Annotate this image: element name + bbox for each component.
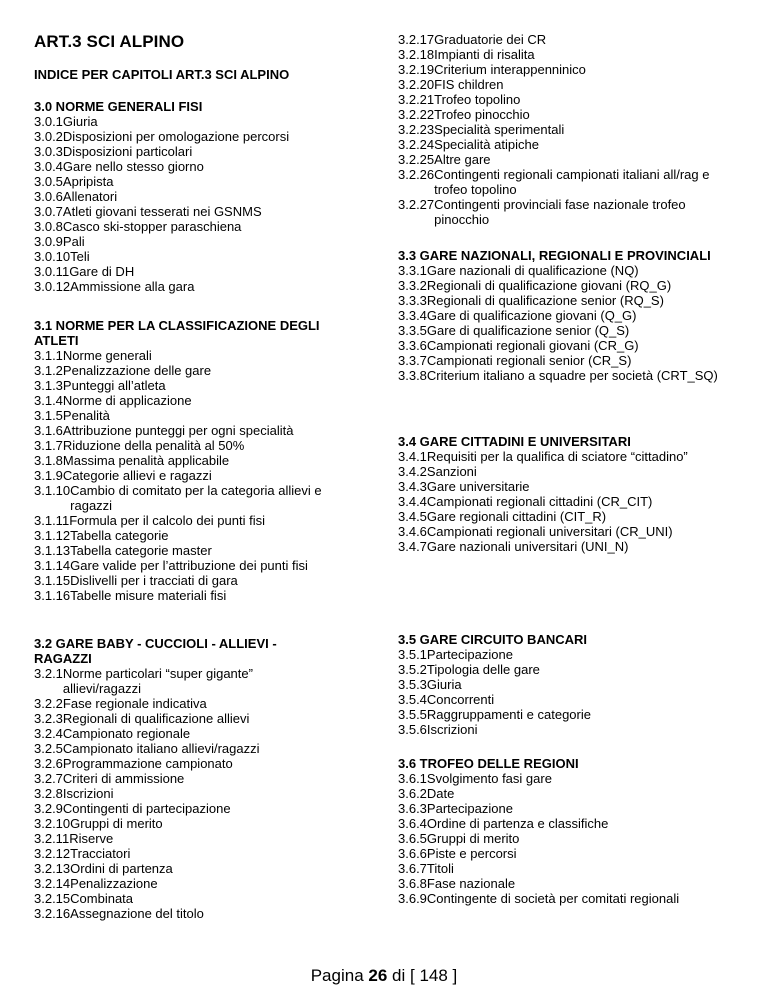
toc-entry-number: 3.2.27 bbox=[398, 197, 435, 212]
toc-entry-text: FIS children bbox=[434, 77, 504, 92]
toc-entry bbox=[34, 558, 334, 573]
toc-entry-number: 3.4.5 bbox=[398, 509, 427, 524]
toc-entry-text: Giuria bbox=[62, 114, 98, 129]
toc-entry bbox=[398, 62, 738, 77]
toc-entry-text: Penalizzazione delle gare bbox=[62, 363, 212, 378]
toc-entry-text: Norme generali bbox=[62, 348, 152, 363]
section-3-5 bbox=[398, 632, 738, 737]
toc-entry-text: Contingenti di partecipazione bbox=[62, 801, 231, 816]
toc-entry-text: Campionato italiano allievi/ragazzi bbox=[62, 741, 260, 756]
toc-entry-number: 3.3.2 bbox=[398, 278, 427, 293]
toc-entry bbox=[398, 801, 738, 816]
toc-entry-text: Specialità sperimentali bbox=[434, 122, 565, 137]
toc-entry-number: 3.0.3 bbox=[34, 144, 63, 159]
section-3-2-continued bbox=[398, 32, 738, 227]
toc-entry-text: Combinata bbox=[70, 891, 134, 906]
toc-entry-number: 3.2.10 bbox=[34, 816, 71, 831]
of-label: di bbox=[392, 966, 406, 985]
toc-entry-number: 3.1.12 bbox=[34, 528, 71, 543]
toc-entry bbox=[398, 122, 738, 137]
toc-entry-number: 3.5.4 bbox=[398, 692, 427, 707]
toc-entry bbox=[398, 861, 738, 876]
section-heading: 3.0 NORME GENERALI FISI bbox=[34, 99, 203, 114]
toc-entry-text: Norme particolari “super gigante” allievi/ragazzi bbox=[62, 666, 253, 696]
toc-entry-number: 3.4.1 bbox=[398, 449, 427, 464]
toc-entry-number: 3.2.19 bbox=[398, 62, 435, 77]
toc-entry bbox=[34, 726, 334, 741]
toc-entry-text: Disposizioni particolari bbox=[62, 144, 193, 159]
toc-entry-number: 3.1.8 bbox=[34, 453, 63, 468]
toc-entry bbox=[398, 831, 738, 846]
toc-entry bbox=[34, 528, 334, 543]
toc-entry bbox=[34, 573, 334, 588]
toc-entry-number: 3.2.16 bbox=[34, 906, 71, 921]
section-entries bbox=[398, 263, 738, 383]
toc-entry bbox=[398, 647, 738, 662]
section-3-3 bbox=[398, 248, 738, 383]
toc-entry bbox=[34, 711, 334, 726]
toc-entry bbox=[398, 47, 738, 62]
toc-entry-number: 3.0.11 bbox=[34, 264, 70, 279]
toc-entry-number: 3.2.23 bbox=[398, 122, 435, 137]
toc-entry bbox=[398, 77, 738, 92]
toc-entry-number: 3.1.7 bbox=[34, 438, 63, 453]
toc-entry bbox=[34, 453, 334, 468]
toc-entry-number: 3.2.3 bbox=[34, 711, 63, 726]
toc-entry-number: 3.2.9 bbox=[34, 801, 63, 816]
toc-entry-number: 3.0.6 bbox=[34, 189, 63, 204]
toc-entry-text: Regionali di qualificazione giovani (RQ_G) bbox=[426, 278, 672, 293]
toc-entry-text: Ordine di partenza e classifiche bbox=[426, 816, 609, 831]
toc-entry-number: 3.0.12 bbox=[34, 279, 71, 294]
toc-entry-text: Giuria bbox=[426, 677, 462, 692]
toc-entry bbox=[398, 539, 738, 554]
toc-entry-text: Ordini di partenza bbox=[70, 861, 173, 876]
section-entries bbox=[398, 32, 738, 227]
toc-entry bbox=[34, 696, 334, 711]
toc-entry bbox=[34, 234, 334, 249]
toc-entry-text: Regionali di qualificazione allievi bbox=[62, 711, 250, 726]
toc-entry bbox=[34, 129, 334, 144]
toc-entry bbox=[34, 861, 334, 876]
toc-entry-number: 3.0.1 bbox=[34, 114, 63, 129]
toc-entry-number: 3.1.5 bbox=[34, 408, 63, 423]
toc-entry bbox=[34, 219, 334, 234]
toc-entry bbox=[398, 707, 738, 722]
toc-entry-text: Gare nazionali di qualificazione (NQ) bbox=[426, 263, 639, 278]
toc-entry-number: 3.6.2 bbox=[398, 786, 427, 801]
section-heading: 3.1 NORME PER LA CLASSIFICAZIONE DEGLI ATLETI bbox=[34, 318, 320, 348]
toc-entry bbox=[398, 494, 738, 509]
toc-entry-text: Norme di applicazione bbox=[62, 393, 192, 408]
toc-entry-number: 3.3.3 bbox=[398, 293, 427, 308]
toc-entry-number: 3.5.6 bbox=[398, 722, 427, 737]
toc-entry bbox=[398, 771, 738, 786]
toc-entry bbox=[34, 189, 334, 204]
toc-entry-number: 3.2.24 bbox=[398, 137, 435, 152]
toc-entry-number: 3.4.6 bbox=[398, 524, 427, 539]
toc-entry-number: 3.2.20 bbox=[398, 77, 435, 92]
toc-entry-text: Assegnazione del titolo bbox=[70, 906, 204, 921]
toc-entry-text: Tabella categorie master bbox=[70, 543, 212, 558]
toc-entry-number: 3.5.2 bbox=[398, 662, 427, 677]
toc-entry bbox=[398, 137, 738, 152]
toc-entry-text: Criterium interappenninico bbox=[434, 62, 586, 77]
section-heading: 3.6 TROFEO DELLE REGIONI bbox=[398, 756, 579, 771]
toc-entry-text: Piste e percorsi bbox=[426, 846, 517, 861]
section-entries bbox=[398, 449, 738, 554]
toc-entry-text: Fase regionale indicativa bbox=[62, 696, 207, 711]
toc-entry-text: Gare regionali cittadini (CIT_R) bbox=[426, 509, 607, 524]
page-number: 26 bbox=[368, 966, 388, 985]
toc-entry-text: Iscrizioni bbox=[426, 722, 478, 737]
toc-entry-text: Partecipazione bbox=[426, 647, 513, 662]
section-heading: 3.5 GARE CIRCUITO BANCARI bbox=[398, 632, 588, 647]
toc-entry-number: 3.5.1 bbox=[398, 647, 427, 662]
toc-entry bbox=[34, 588, 334, 603]
toc-entry bbox=[34, 408, 334, 423]
toc-entry-number: 3.3.4 bbox=[398, 308, 427, 323]
toc-entry-number: 3.2.22 bbox=[398, 107, 435, 122]
toc-entry-text: Teli bbox=[70, 249, 90, 264]
section-heading: 3.4 GARE CITTADINI E UNIVERSITARI bbox=[398, 434, 631, 449]
toc-entry-number: 3.3.5 bbox=[398, 323, 427, 338]
toc-entry bbox=[34, 741, 334, 756]
section-3-0 bbox=[34, 99, 334, 294]
toc-entry-text: Fase nazionale bbox=[426, 876, 516, 891]
toc-entry-number: 3.1.13 bbox=[34, 543, 71, 558]
toc-entry bbox=[398, 449, 738, 464]
toc-entry-text: Campionati regionali senior (CR_S) bbox=[426, 353, 632, 368]
toc-entry bbox=[398, 846, 738, 861]
toc-entry bbox=[398, 338, 738, 353]
toc-entry-text: Date bbox=[426, 786, 455, 801]
toc-entry-text: Contingenti regionali campionati italiani all/rag e trofeo topolino bbox=[434, 167, 710, 197]
toc-entry-number: 3.5.5 bbox=[398, 707, 427, 722]
toc-entry bbox=[34, 249, 334, 264]
toc-entry-number: 3.6.7 bbox=[398, 861, 427, 876]
toc-entry-text: Criteri di ammissione bbox=[62, 771, 185, 786]
toc-entry bbox=[398, 278, 738, 293]
toc-entry-number: 3.2.7 bbox=[34, 771, 63, 786]
toc-entry-number: 3.2.21 bbox=[398, 92, 435, 107]
toc-entry-text: Gare di qualificazione giovani (Q_G) bbox=[426, 308, 637, 323]
toc-entry-number: 3.2.2 bbox=[34, 696, 63, 711]
toc-entry bbox=[398, 32, 738, 47]
toc-entry bbox=[34, 204, 334, 219]
toc-entry-text: Concorrenti bbox=[426, 692, 495, 707]
toc-entry-text: Specialità atipiche bbox=[434, 137, 539, 152]
toc-entry-number: 3.6.4 bbox=[398, 816, 427, 831]
toc-entry-number: 3.1.9 bbox=[34, 468, 63, 483]
toc-entry bbox=[34, 174, 334, 189]
section-entries bbox=[34, 114, 334, 294]
toc-entry-text: Trofeo topolino bbox=[434, 92, 521, 107]
toc-entry-text: Requisiti per la qualifica di sciatore “cittadino” bbox=[426, 449, 688, 464]
toc-entry-text: Contingenti provinciali fase nazionale trofeo pinocchio bbox=[434, 197, 686, 227]
toc-entry-text: Punteggi all’atleta bbox=[62, 378, 166, 393]
toc-entry-number: 3.4.7 bbox=[398, 539, 427, 554]
toc-entry-number: 3.0.8 bbox=[34, 219, 63, 234]
toc-entry bbox=[34, 846, 334, 861]
toc-entry-number: 3.3.1 bbox=[398, 263, 427, 278]
toc-entry-text: Penalizzazione bbox=[70, 876, 158, 891]
toc-entry-text: Campionati regionali giovani (CR_G) bbox=[426, 338, 639, 353]
toc-entry bbox=[34, 876, 334, 891]
section-3-2 bbox=[34, 636, 334, 921]
toc-entry bbox=[398, 662, 738, 677]
toc-entry bbox=[398, 524, 738, 539]
toc-entry bbox=[34, 378, 334, 393]
toc-entry bbox=[398, 92, 738, 107]
toc-entry bbox=[398, 464, 738, 479]
toc-entry bbox=[34, 771, 334, 786]
toc-entry-text: Graduatorie dei CR bbox=[434, 32, 547, 47]
toc-entry-text: Impianti di risalita bbox=[434, 47, 535, 62]
toc-entry bbox=[34, 756, 334, 771]
toc-entry-number: 3.1.14 bbox=[34, 558, 71, 573]
toc-entry-text: Sanzioni bbox=[426, 464, 477, 479]
toc-entry bbox=[34, 468, 334, 483]
toc-entry bbox=[398, 692, 738, 707]
toc-entry-number: 3.0.5 bbox=[34, 174, 63, 189]
toc-entry-number: 3.1.1 bbox=[34, 348, 63, 363]
toc-entry bbox=[34, 483, 334, 513]
toc-entry-text: Allenatori bbox=[62, 189, 118, 204]
toc-entry-number: 3.1.2 bbox=[34, 363, 63, 378]
toc-entry-number: 3.6.1 bbox=[398, 771, 427, 786]
toc-entry-text: Cambio di comitato per la categoria allievi e ragazzi bbox=[70, 483, 322, 513]
toc-entry-text: Raggruppamenti e categorie bbox=[426, 707, 591, 722]
toc-entry-number: 3.3.7 bbox=[398, 353, 427, 368]
toc-entry-text: Contingente di società per comitati regionali bbox=[426, 891, 680, 906]
toc-entry-text: Categorie allievi e ragazzi bbox=[62, 468, 212, 483]
toc-entry-text: Criterium italiano a squadre per società (CRT_SQ) bbox=[426, 368, 718, 383]
toc-entry bbox=[398, 308, 738, 323]
section-3-6 bbox=[398, 756, 738, 906]
toc-entry-text: Riduzione della penalità al 50% bbox=[62, 438, 245, 453]
toc-entry-text: Gare universitarie bbox=[426, 479, 530, 494]
toc-entry-number: 3.0.7 bbox=[34, 204, 63, 219]
toc-entry-text: Altre gare bbox=[434, 152, 491, 167]
toc-entry-number: 3.2.14 bbox=[34, 876, 71, 891]
toc-entry-number: 3.6.6 bbox=[398, 846, 427, 861]
toc-entry-number: 3.0.2 bbox=[34, 129, 63, 144]
toc-entry bbox=[34, 786, 334, 801]
toc-entry bbox=[34, 831, 334, 846]
toc-entry-number: 3.1.15 bbox=[34, 573, 71, 588]
toc-entry bbox=[398, 368, 738, 383]
section-entries bbox=[34, 666, 334, 921]
section-entries bbox=[398, 647, 738, 737]
toc-entry-text: Formula per il calcolo dei punti fisi bbox=[69, 513, 265, 528]
toc-entry-text: Gare nazionali universitari (UNI_N) bbox=[426, 539, 629, 554]
toc-entry bbox=[34, 393, 334, 408]
total-pages: [ 148 ] bbox=[410, 966, 458, 985]
toc-entry bbox=[398, 197, 738, 227]
toc-entry-text: Trofeo pinocchio bbox=[434, 107, 530, 122]
toc-entry-text: Partecipazione bbox=[426, 801, 513, 816]
toc-entry-text: Iscrizioni bbox=[62, 786, 114, 801]
toc-entry-text: Apripista bbox=[62, 174, 114, 189]
toc-entry-text: Atleti giovani tesserati nei GSNMS bbox=[62, 204, 262, 219]
toc-entry-text: Disposizioni per omologazione percorsi bbox=[62, 129, 290, 144]
toc-entry-number: 3.0.10 bbox=[34, 249, 71, 264]
section-entries bbox=[398, 771, 738, 906]
toc-entry-number: 3.2.26 bbox=[398, 167, 435, 182]
page-label: Pagina bbox=[310, 966, 364, 985]
toc-entry bbox=[34, 144, 334, 159]
toc-entry-text: Gruppi di merito bbox=[426, 831, 520, 846]
toc-entry bbox=[34, 816, 334, 831]
toc-entry-number: 3.1.4 bbox=[34, 393, 63, 408]
toc-entry bbox=[34, 438, 334, 453]
toc-entry bbox=[398, 293, 738, 308]
toc-entry-text: Titoli bbox=[426, 861, 454, 876]
toc-entry-number: 3.2.1 bbox=[34, 666, 63, 681]
toc-entry bbox=[34, 801, 334, 816]
section-heading: 3.3 GARE NAZIONALI, REGIONALI E PROVINCIALI bbox=[398, 248, 711, 263]
toc-entry-number: 3.2.12 bbox=[34, 846, 71, 861]
toc-entry-text: Regionali di qualificazione senior (RQ_S) bbox=[426, 293, 664, 308]
toc-entry bbox=[34, 363, 334, 378]
toc-entry-number: 3.6.3 bbox=[398, 801, 427, 816]
toc-entry bbox=[34, 264, 334, 279]
toc-entry-number: 3.1.6 bbox=[34, 423, 63, 438]
toc-entry-text: Penalità bbox=[62, 408, 110, 423]
toc-entry-text: Attribuzione punteggi per ogni specialità bbox=[62, 423, 294, 438]
toc-entry bbox=[34, 159, 334, 174]
toc-entry-number: 3.1.3 bbox=[34, 378, 63, 393]
toc-entry-number: 3.4.4 bbox=[398, 494, 427, 509]
toc-entry-number: 3.2.15 bbox=[34, 891, 71, 906]
toc-entry bbox=[34, 666, 334, 696]
toc-entry-number: 3.5.3 bbox=[398, 677, 427, 692]
toc-entry bbox=[398, 722, 738, 737]
toc-entry-number: 3.6.9 bbox=[398, 891, 427, 906]
toc-entry-number: 3.1.11 bbox=[34, 513, 70, 528]
toc-entry bbox=[398, 677, 738, 692]
index-title: INDICE PER CAPITOLI ART.3 SCI ALPINO bbox=[34, 67, 290, 82]
toc-entry-text: Tracciatori bbox=[70, 846, 131, 861]
toc-entry bbox=[398, 891, 738, 906]
toc-entry-text: Campionati regionali universitari (CR_UNI) bbox=[426, 524, 673, 539]
toc-entry bbox=[398, 263, 738, 278]
toc-entry-number: 3.0.9 bbox=[34, 234, 63, 249]
toc-entry-text: Campionati regionali cittadini (CR_CIT) bbox=[426, 494, 653, 509]
toc-entry-number: 3.3.8 bbox=[398, 368, 427, 383]
section-3-1 bbox=[34, 318, 334, 603]
toc-entry bbox=[34, 279, 334, 294]
toc-entry-text: Massima penalità applicabile bbox=[62, 453, 230, 468]
toc-entry bbox=[34, 423, 334, 438]
toc-entry-number: 3.1.16 bbox=[34, 588, 71, 603]
toc-entry bbox=[398, 152, 738, 167]
toc-entry-text: Campionato regionale bbox=[62, 726, 191, 741]
section-entries bbox=[34, 348, 334, 603]
toc-entry-number: 3.2.8 bbox=[34, 786, 63, 801]
toc-entry bbox=[398, 786, 738, 801]
toc-entry bbox=[34, 891, 334, 906]
toc-entry-text: Riserve bbox=[69, 831, 114, 846]
toc-entry-number: 3.1.10 bbox=[34, 483, 71, 498]
toc-entry-number: 3.2.25 bbox=[398, 152, 435, 167]
toc-entry-text: Dislivelli per i tracciati di gara bbox=[70, 573, 238, 588]
toc-entry-text: Programmazione campionato bbox=[62, 756, 233, 771]
toc-entry-text: Gare di qualificazione senior (Q_S) bbox=[426, 323, 630, 338]
toc-entry bbox=[34, 513, 334, 528]
section-heading: 3.2 GARE BABY - CUCCIOLI - ALLIEVI - RAGAZZI bbox=[34, 636, 277, 666]
toc-entry-text: Tipologia delle gare bbox=[426, 662, 540, 677]
toc-entry bbox=[34, 114, 334, 129]
section-3-4 bbox=[398, 434, 738, 554]
toc-entry bbox=[398, 479, 738, 494]
toc-entry-number: 3.0.4 bbox=[34, 159, 63, 174]
toc-entry-number: 3.4.2 bbox=[398, 464, 427, 479]
toc-entry bbox=[34, 543, 334, 558]
toc-entry-text: Ammissione alla gara bbox=[70, 279, 195, 294]
toc-entry bbox=[34, 906, 334, 921]
toc-entry-text: Casco ski-stopper paraschiena bbox=[62, 219, 242, 234]
toc-entry-text: Pali bbox=[62, 234, 85, 249]
document-title: ART.3 SCI ALPINO bbox=[34, 32, 185, 51]
page-footer bbox=[0, 966, 768, 986]
toc-entry bbox=[398, 323, 738, 338]
toc-entry-number: 3.2.17 bbox=[398, 32, 435, 47]
toc-entry bbox=[398, 509, 738, 524]
toc-entry-number: 3.2.6 bbox=[34, 756, 63, 771]
toc-entry-number: 3.4.3 bbox=[398, 479, 427, 494]
toc-entry bbox=[34, 348, 334, 363]
toc-entry bbox=[398, 876, 738, 891]
toc-entry-number: 3.2.4 bbox=[34, 726, 63, 741]
toc-entry-text: Svolgimento fasi gare bbox=[426, 771, 552, 786]
toc-entry-number: 3.2.11 bbox=[34, 831, 70, 846]
toc-entry-number: 3.2.5 bbox=[34, 741, 63, 756]
toc-entry-number: 3.6.8 bbox=[398, 876, 427, 891]
toc-entry-text: Gruppi di merito bbox=[70, 816, 163, 831]
toc-entry-text: Gare valide per l’attribuzione dei punti fisi bbox=[70, 558, 308, 573]
toc-entry-text: Tabella categorie bbox=[70, 528, 169, 543]
toc-entry bbox=[398, 167, 738, 197]
toc-entry bbox=[398, 816, 738, 831]
toc-entry-number: 3.2.13 bbox=[34, 861, 71, 876]
toc-entry bbox=[398, 107, 738, 122]
toc-entry-text: Tabelle misure materiali fisi bbox=[70, 588, 227, 603]
toc-entry-text: Gare di DH bbox=[69, 264, 135, 279]
toc-entry-text: Gare nello stesso giorno bbox=[62, 159, 204, 174]
toc-entry-number: 3.2.18 bbox=[398, 47, 435, 62]
toc-entry-number: 3.6.5 bbox=[398, 831, 427, 846]
toc-entry bbox=[398, 353, 738, 368]
toc-entry-number: 3.3.6 bbox=[398, 338, 427, 353]
